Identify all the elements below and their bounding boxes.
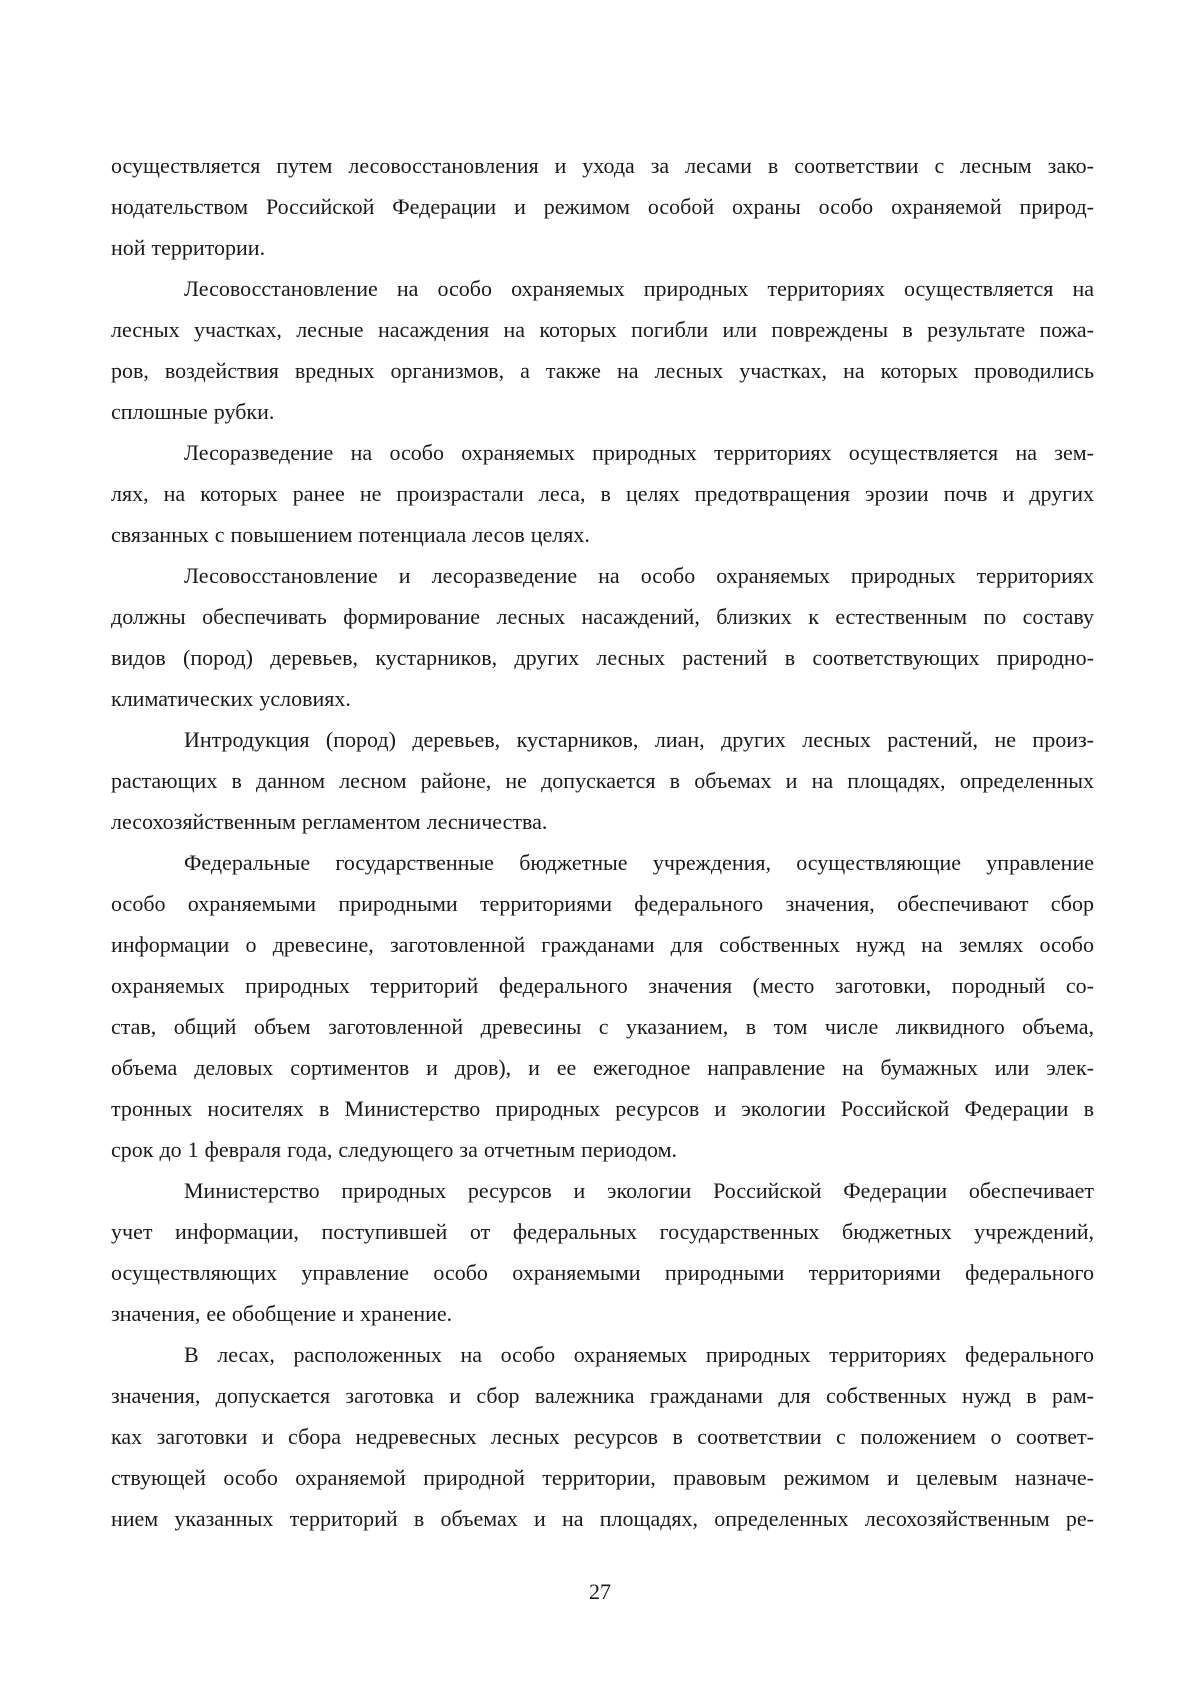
text-line: нием указанных территорий в объемах и на площадях, определенных лесохозяйственным ре- <box>111 1506 1094 1531</box>
paragraph <box>111 842 1094 1170</box>
text-line: объема деловых сортиментов и дров), и ее ежегодное направление на бумажных или элек- <box>111 1055 1094 1080</box>
text-line: Лесовосстановление на особо охраняемых природных территориях осуществляется на <box>184 276 1094 301</box>
document-body <box>111 145 1094 1539</box>
paragraph <box>111 145 1094 268</box>
text-line: Интродукция (пород) деревьев, кустарников, лиан, других лесных растений, не произ- <box>184 727 1094 752</box>
text-line: видов (пород) деревьев, кустарников, других лесных растений в соответствующих природно- <box>111 645 1094 670</box>
text-line: должны обеспечивать формирование лесных насаждений, близких к естественным по составу <box>111 604 1094 629</box>
paragraph <box>111 719 1094 842</box>
text-line: Федеральные государственные бюджетные учреждения, осуществляющие управление <box>184 850 1094 875</box>
text-line: охраняемых природных территорий федерального значения (место заготовки, породный со- <box>111 973 1094 998</box>
text-line: Лесоразведение на особо охраняемых природных территориях осуществляется на зем- <box>184 440 1094 465</box>
text-line: связанных с повышением потенциала лесов целях. <box>111 522 590 547</box>
text-line: значения, ее обобщение и хранение. <box>111 1301 453 1326</box>
text-line: нодательством Российской Федерации и режимом особой охраны особо охраняемой природ- <box>111 194 1094 219</box>
text-line: ствующей особо охраняемой природной территории, правовым режимом и целевым назначе- <box>111 1465 1094 1490</box>
paragraph <box>111 1334 1094 1539</box>
text-line: ках заготовки и сбора недревесных лесных ресурсов в соответствии с положением о соответ- <box>111 1424 1094 1449</box>
text-line: став, общий объем заготовленной древесины с указанием, в том числе ликвидного объема, <box>111 1014 1094 1039</box>
paragraph <box>111 555 1094 719</box>
paragraph <box>111 268 1094 432</box>
text-line: В лесах, расположенных на особо охраняемых природных территориях федерального <box>184 1342 1094 1367</box>
text-line: растающих в данном лесном районе, не допускается в объемах и на площадях, определенных <box>111 768 1094 793</box>
page-number: 27 <box>589 1579 611 1604</box>
text-line: значения, допускается заготовка и сбор валежника гражданами для собственных нужд в рам- <box>111 1383 1094 1408</box>
text-line: Министерство природных ресурсов и экологии Российской Федерации обеспечивает <box>184 1178 1094 1203</box>
text-line: лесных участках, лесные насаждения на которых погибли или повреждены в результате пожа- <box>111 317 1094 342</box>
text-line: особо охраняемыми природными территориями федерального значения, обеспечивают сбор <box>111 891 1094 916</box>
text-line: срок до 1 февраля года, следующего за отчетным периодом. <box>111 1137 678 1162</box>
text-line: ной территории. <box>111 235 266 260</box>
text-line: лях, на которых ранее не произрастали леса, в целях предотвращения эрозии почв и других <box>111 481 1094 506</box>
text-line: осуществляется путем лесовосстановления и ухода за лесами в соответствии с лесным зако- <box>111 153 1094 178</box>
text-line: сплошные рубки. <box>111 399 275 424</box>
text-line: Лесовосстановление и лесоразведение на особо охраняемых природных территориях <box>184 563 1094 588</box>
text-line: лесохозяйственным регламентом лесничества. <box>111 809 548 834</box>
text-line: осуществляющих управление особо охраняемыми природными территориями федерального <box>111 1260 1094 1285</box>
text-line: ров, воздействия вредных организмов, а также на лесных участках, на которых проводились <box>111 358 1094 383</box>
paragraph <box>111 1170 1094 1334</box>
text-line: климатических условиях. <box>111 686 351 711</box>
paragraph <box>111 432 1094 555</box>
text-line: тронных носителях в Министерство природных ресурсов и экологии Российской Федерации в <box>111 1096 1094 1121</box>
text-line: информации о древесине, заготовленной гражданами для собственных нужд на землях особо <box>111 932 1094 957</box>
text-line: учет информации, поступившей от федеральных государственных бюджетных учреждений, <box>111 1219 1094 1244</box>
